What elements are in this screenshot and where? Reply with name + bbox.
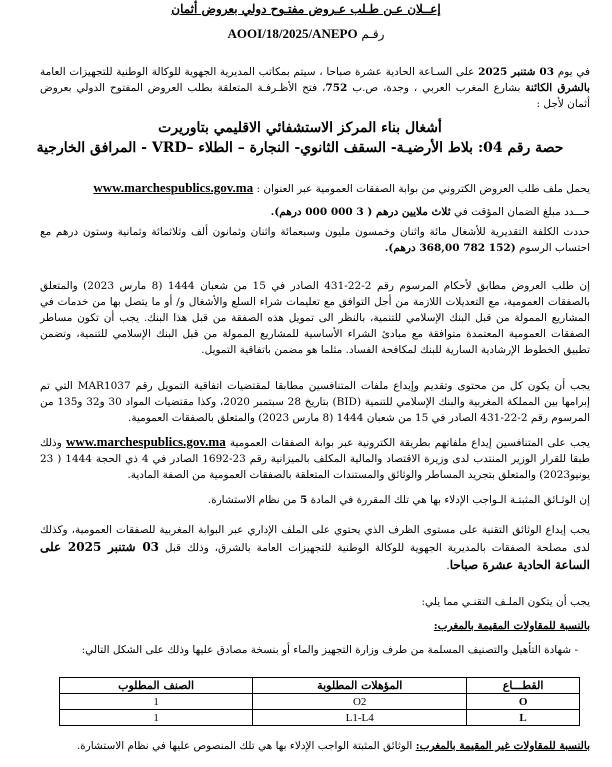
opening-date: 03 شتنبر 2025: [478, 66, 555, 78]
notice-title: إعــلان عـن طـلب عـروض مفتـوح دولي بعروض أثمان: [171, 2, 441, 16]
documents-article-paragraph: إن الوثـائق المثبتـة الـواجب الإدلاء بها هي تلك المقررة في المادة 5 من نظام الاستشارة.: [207, 494, 590, 506]
location-label: بالشرق الكائنة: [525, 82, 590, 94]
qualification-table: [59, 677, 580, 726]
reference-line: [0, 26, 612, 42]
certificate-line: - شهادة التأهيل والتصنيف المسلمة من طرف وزارة التجهيز والماء أو بنسخة مصادق عليها وذلك على الشكل التالي:: [81, 644, 578, 656]
foreign-companies-paragraph: بالنسبة للمقاولات غير المقيمة بالمغرب: الوثائق المثبتة الواجب الإدلاء بها هي تلك المنصوص عليها في نظام الاستشارة.: [76, 740, 590, 752]
header-qualifications: المؤهلات المطلوبة: [253, 678, 467, 694]
class-cell: 1: [60, 710, 253, 726]
sector-cell: L: [467, 710, 580, 726]
reference-label: رقـم: [361, 27, 385, 41]
portal-paragraph: يحمل ملف طلب العروض الكتروني من بوابة الصفقات العمومية عبر العنوان : www.marchespublics.gov.ma: [93, 180, 590, 195]
funding-paragraph: يجب أن يكون كل من محتوى وتقديم وإيداع ملفات المتنافسين مطابقا لمقتضيات اتفاقية التمويل رقم MAR1037 التي تم إبرامها بين المملكة المغربية والبنك الإسلامي للتنمية (BID) بتاريخ 28 سبتمبر 2020، وكذا مقتضيات المواد 30 و32 و135 من المرسوم رقم 2-22-431 الصادر في 15 من شعبان 1444 (8 مارس 2023) والمتعلق بالصفقات العمومية.: [40, 380, 590, 424]
table-row: [60, 710, 580, 726]
foreign-companies-heading: بالنسبة للمقاولات غير المقيمة بالمغرب:: [415, 740, 590, 752]
table-header-row: [60, 678, 580, 694]
estimate-paragraph: حددت الكلفة التقديرية للأشغال مائة واثنان وخمسون مليون وسبعمائة واثنان وثمانون ألف وثلاثمائة وثمانية وستون درهم مع احتساب الرسوم (152 782 368,00 درهم).: [40, 226, 590, 254]
submission-portal-link[interactable]: www.marchespublics.gov.ma: [65, 434, 226, 449]
class-cell: 1: [60, 694, 253, 710]
sector-cell: O: [467, 694, 580, 710]
table-row: [60, 694, 580, 710]
bullet-dash: -: [571, 644, 578, 656]
estimate-amount: (152 782 368,00 درهم).: [384, 242, 516, 254]
header-class: الصنف المطلوب: [60, 678, 253, 694]
article-number: 5: [299, 494, 308, 506]
portal-link[interactable]: www.marchespublics.gov.ma: [93, 180, 254, 195]
guarantee-paragraph: حـــدد مبلغ الضمان المؤقت في ثلاث ملايين درهم ( 3 000 000 درهم).: [270, 206, 590, 218]
technical-deposit-paragraph: يجب إيداع الوثائق التقنية على مستوى الظرف الذي يحتوي على الملف الإداري عبر البوابة المغربية للصفقات العمومية، وكذلك لدى مصلحة الصفقات بالمديرية الجهوية للوكالة الوطنية للتجهيزات العامة بالشرق، وذلك قبل 03 شتنبر 2025 على الساعة الحادية عشرة صباحا.: [40, 524, 590, 572]
regulation-paragraph: إن طلب العروض مطابق لأحكام المرسوم رقم 2-22-431 الصادر في 15 من شعبان 1444 (8 مارس 2023) والمتعلق بالصفقات العمومية، مع التعديلات اللازمة من أجل التوافق مع تعليمات شراء السلع والأشغال و/ أو ما يتصل بها من خدمات في المشاريع الممولة من قبل البنك الإسلامي للتنمية، بالنظر الى تمويل هذه الصفقة من قبل هذا البنك. يجب أن تكون مساطر الصفقات العمومية المعتمدة متوافقة مع مبادئ الشراء الأساسية للمشاريع الممولة من قبل البنك الإسلامي للتنمية، وتضمن تطبيق الخطوط الإرشادية السارية للبنك لمكافحة الفساد. مثلما هو مضمن باتفاقية التمويل.: [40, 280, 591, 356]
qualification-cell: L1-L4: [253, 710, 467, 726]
submission-paragraph: يجب على المتنافسين إيداع ملفاتهم بطريقة الكترونية عبر بوابة الصفقات العمومية www.marchespublics.gov.ma وذلك طبقا للقرار الوزير المنتدب لدى وزيرة الاقتصاد والمالية المكلف بالميزانية رقم 23-1692 الصادر في 4 ذي الحجة 1444 ( 23 يونيو2023) والمتعلق بتجريد المساطر والوثائق والمستندات المتعلقة بالصفقات العمومية من الصفة المادية.: [40, 434, 590, 481]
technical-file-intro: يجب أن يتكون الملـف التقنـي مما يلي:: [421, 596, 590, 608]
morocco-companies-heading: بالنسبة للمقاولات المقيمة بالمغرب:: [433, 620, 590, 632]
lot-title: حصة رقم 04: بلاط الأرضيـة- السقف الثانوي- النجارة – الطلاء –VRD - المرافق الخارجية: [36, 140, 564, 156]
intro-paragraph: في يوم 03 شتنبر 2025 على السـاعة الحادية عشرة صباحا ، سيتم بمكاتب المديرية الجهوية للوكالة الوطنية للتجهيزات العامة بالشرق الكائنة بشارع المغرب العربي ، وجدة، ص.ب 752، فتح الأظـرفـة المتعلقة بطلب العروض المفتوح الدولي بعروض أثمان لأجل :: [40, 66, 590, 110]
guarantee-amount: ثلاث ملايين درهم ( 3 000 000 درهم).: [270, 206, 451, 218]
po-box: 752: [325, 82, 348, 94]
reference-number: AOOI/18/2025/ANEPO: [227, 26, 358, 41]
qualification-cell: O2: [253, 694, 467, 710]
deposit-deadline: 03 شتنبر 2025 على الساعة الحادية عشرة صباحا: [40, 540, 590, 572]
header-sector: القطـــاع: [467, 678, 580, 694]
project-title: أشغال بناء المركز الاستشفائي الاقليمي بتاوريرت: [158, 120, 442, 136]
